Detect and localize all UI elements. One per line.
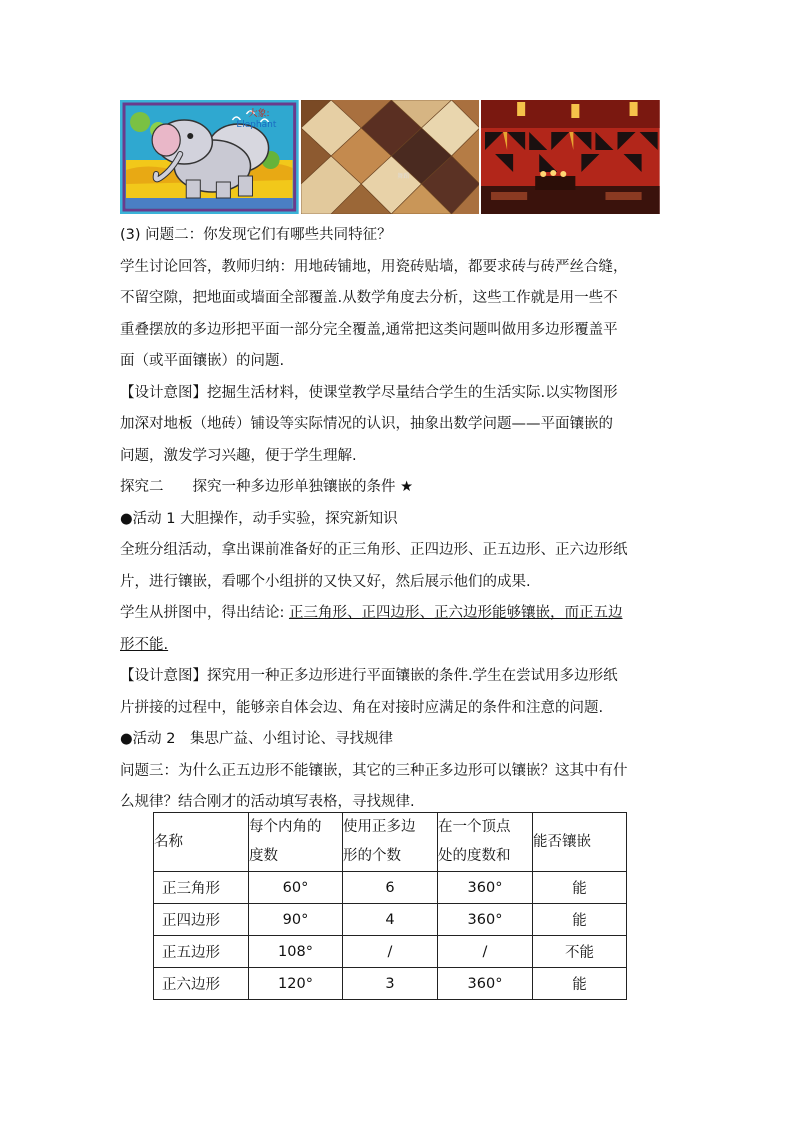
red-wall-image: [481, 100, 660, 214]
elephant-image: [120, 100, 299, 214]
question-three-line: 问题三：为什么正五边形不能镶嵌，其它的三种正多边形可以镶嵌？这其中有什: [120, 762, 628, 779]
image-row: [120, 100, 660, 214]
section-heading: 探究二 探究一种多边形单独镶嵌的条件 ★: [120, 479, 414, 495]
table-cell: 能: [533, 872, 627, 904]
table-row: [154, 968, 627, 1000]
table-cell: 120°: [249, 968, 343, 1000]
activity-two-heading: ●活动 2 集思广益、小组讨论、寻找规律: [120, 731, 393, 747]
table-cell: 正五边形: [154, 936, 249, 968]
design-intent-line: 加深对地板（地砖）铺设等实际情况的认识，抽象出数学问题——平面镶嵌的: [120, 416, 613, 432]
table-cell: 60°: [249, 872, 343, 904]
conclusion-prefix: 学生从拼图中，得出结论:: [120, 605, 289, 621]
paragraph-line: 学生讨论回答，教师归纳：用地砖铺地，用瓷砖贴墙，都要求砖与砖严丝合缝，: [120, 258, 628, 275]
design-intent-line: 问题，激发学习兴趣，便于学生理解.: [120, 447, 357, 464]
table-cell: 6: [343, 872, 438, 904]
header-interior-angle: 每个内角的 度数: [249, 813, 343, 872]
wood-tile-image: [301, 100, 480, 214]
paragraph-line: 片，进行镶嵌，看哪个小组拼的又快又好，然后展示他们的成果.: [120, 573, 531, 590]
tile-label: 舞蹈: [397, 173, 410, 180]
paragraph-line: 全班分组活动，拿出课前准备好的正三角形、正四边形、正五边形、正六边形纸: [120, 542, 628, 558]
table-cell: 360°: [438, 872, 533, 904]
question-two: (3) 问题二：你发现它们有哪些共同特征？: [120, 227, 392, 243]
table-cell: 108°: [249, 936, 343, 968]
paragraph-line: 不留空隙，把地面或墙面全部覆盖.从数学角度去分析，这些工作就是用一些不: [120, 290, 618, 306]
header-can-tessellate: 能否镶嵌: [533, 813, 627, 872]
body-text: [120, 220, 680, 819]
table-cell: 正三角形: [154, 872, 249, 904]
header-name: 名称: [154, 813, 249, 872]
table-header-row: [154, 813, 627, 872]
table-row: [154, 904, 627, 936]
table-cell: 正四边形: [154, 904, 249, 936]
conclusion-underlined: 形不能.: [120, 636, 169, 653]
table-cell: /: [438, 936, 533, 968]
table-cell: 360°: [438, 904, 533, 936]
table-cell: 正六边形: [154, 968, 249, 1000]
table-row: [154, 936, 627, 968]
header-vertex-sum: 在一个顶点 处的度数和: [438, 813, 533, 872]
design-intent-line: 片拼接的过程中，能够亲自体会边、角在对接时应满足的条件和注意的问题.: [120, 699, 604, 716]
table-cell: 3: [343, 968, 438, 1000]
design-intent-line: 【设计意图】挖掘生活材料，使课堂教学尽量结合学生的生活实际.以实物图形: [120, 384, 618, 401]
conclusion-underlined: 正三角形、正四边形、正六边形能够镶嵌，而正五边: [289, 605, 623, 621]
table-cell: 4: [343, 904, 438, 936]
activity-one-heading: ●活动 1 大胆操作，动手实验，探究新知识: [120, 510, 398, 527]
conclusion-line: [120, 630, 680, 662]
table-cell: /: [343, 936, 438, 968]
table-row: [154, 872, 627, 904]
conclusion-line: [120, 598, 680, 630]
elephant-caption-en: Elephant: [236, 120, 277, 130]
tessellation-table: [153, 812, 627, 1000]
question-three-line: 么规律？结合刚才的活动填写表格，寻找规律.: [120, 794, 415, 810]
table-cell: 能: [533, 968, 627, 1000]
table-cell: 能: [533, 904, 627, 936]
paragraph-line: 面（或平面镶嵌）的问题.: [120, 353, 285, 369]
header-polygon-count: 使用正多边 形的个数: [343, 813, 438, 872]
elephant-caption-cn: 大象:: [248, 109, 270, 119]
table-cell: 90°: [249, 904, 343, 936]
table-cell: 360°: [438, 968, 533, 1000]
design-intent-line: 【设计意图】探究用一种正多边形进行平面镶嵌的条件.学生在尝试用多边形纸: [120, 668, 618, 684]
paragraph-line: 重叠摆放的多边形把平面一部分完全覆盖,通常把这类问题叫做用多边形覆盖平: [120, 321, 618, 338]
table-cell: 不能: [533, 936, 627, 968]
